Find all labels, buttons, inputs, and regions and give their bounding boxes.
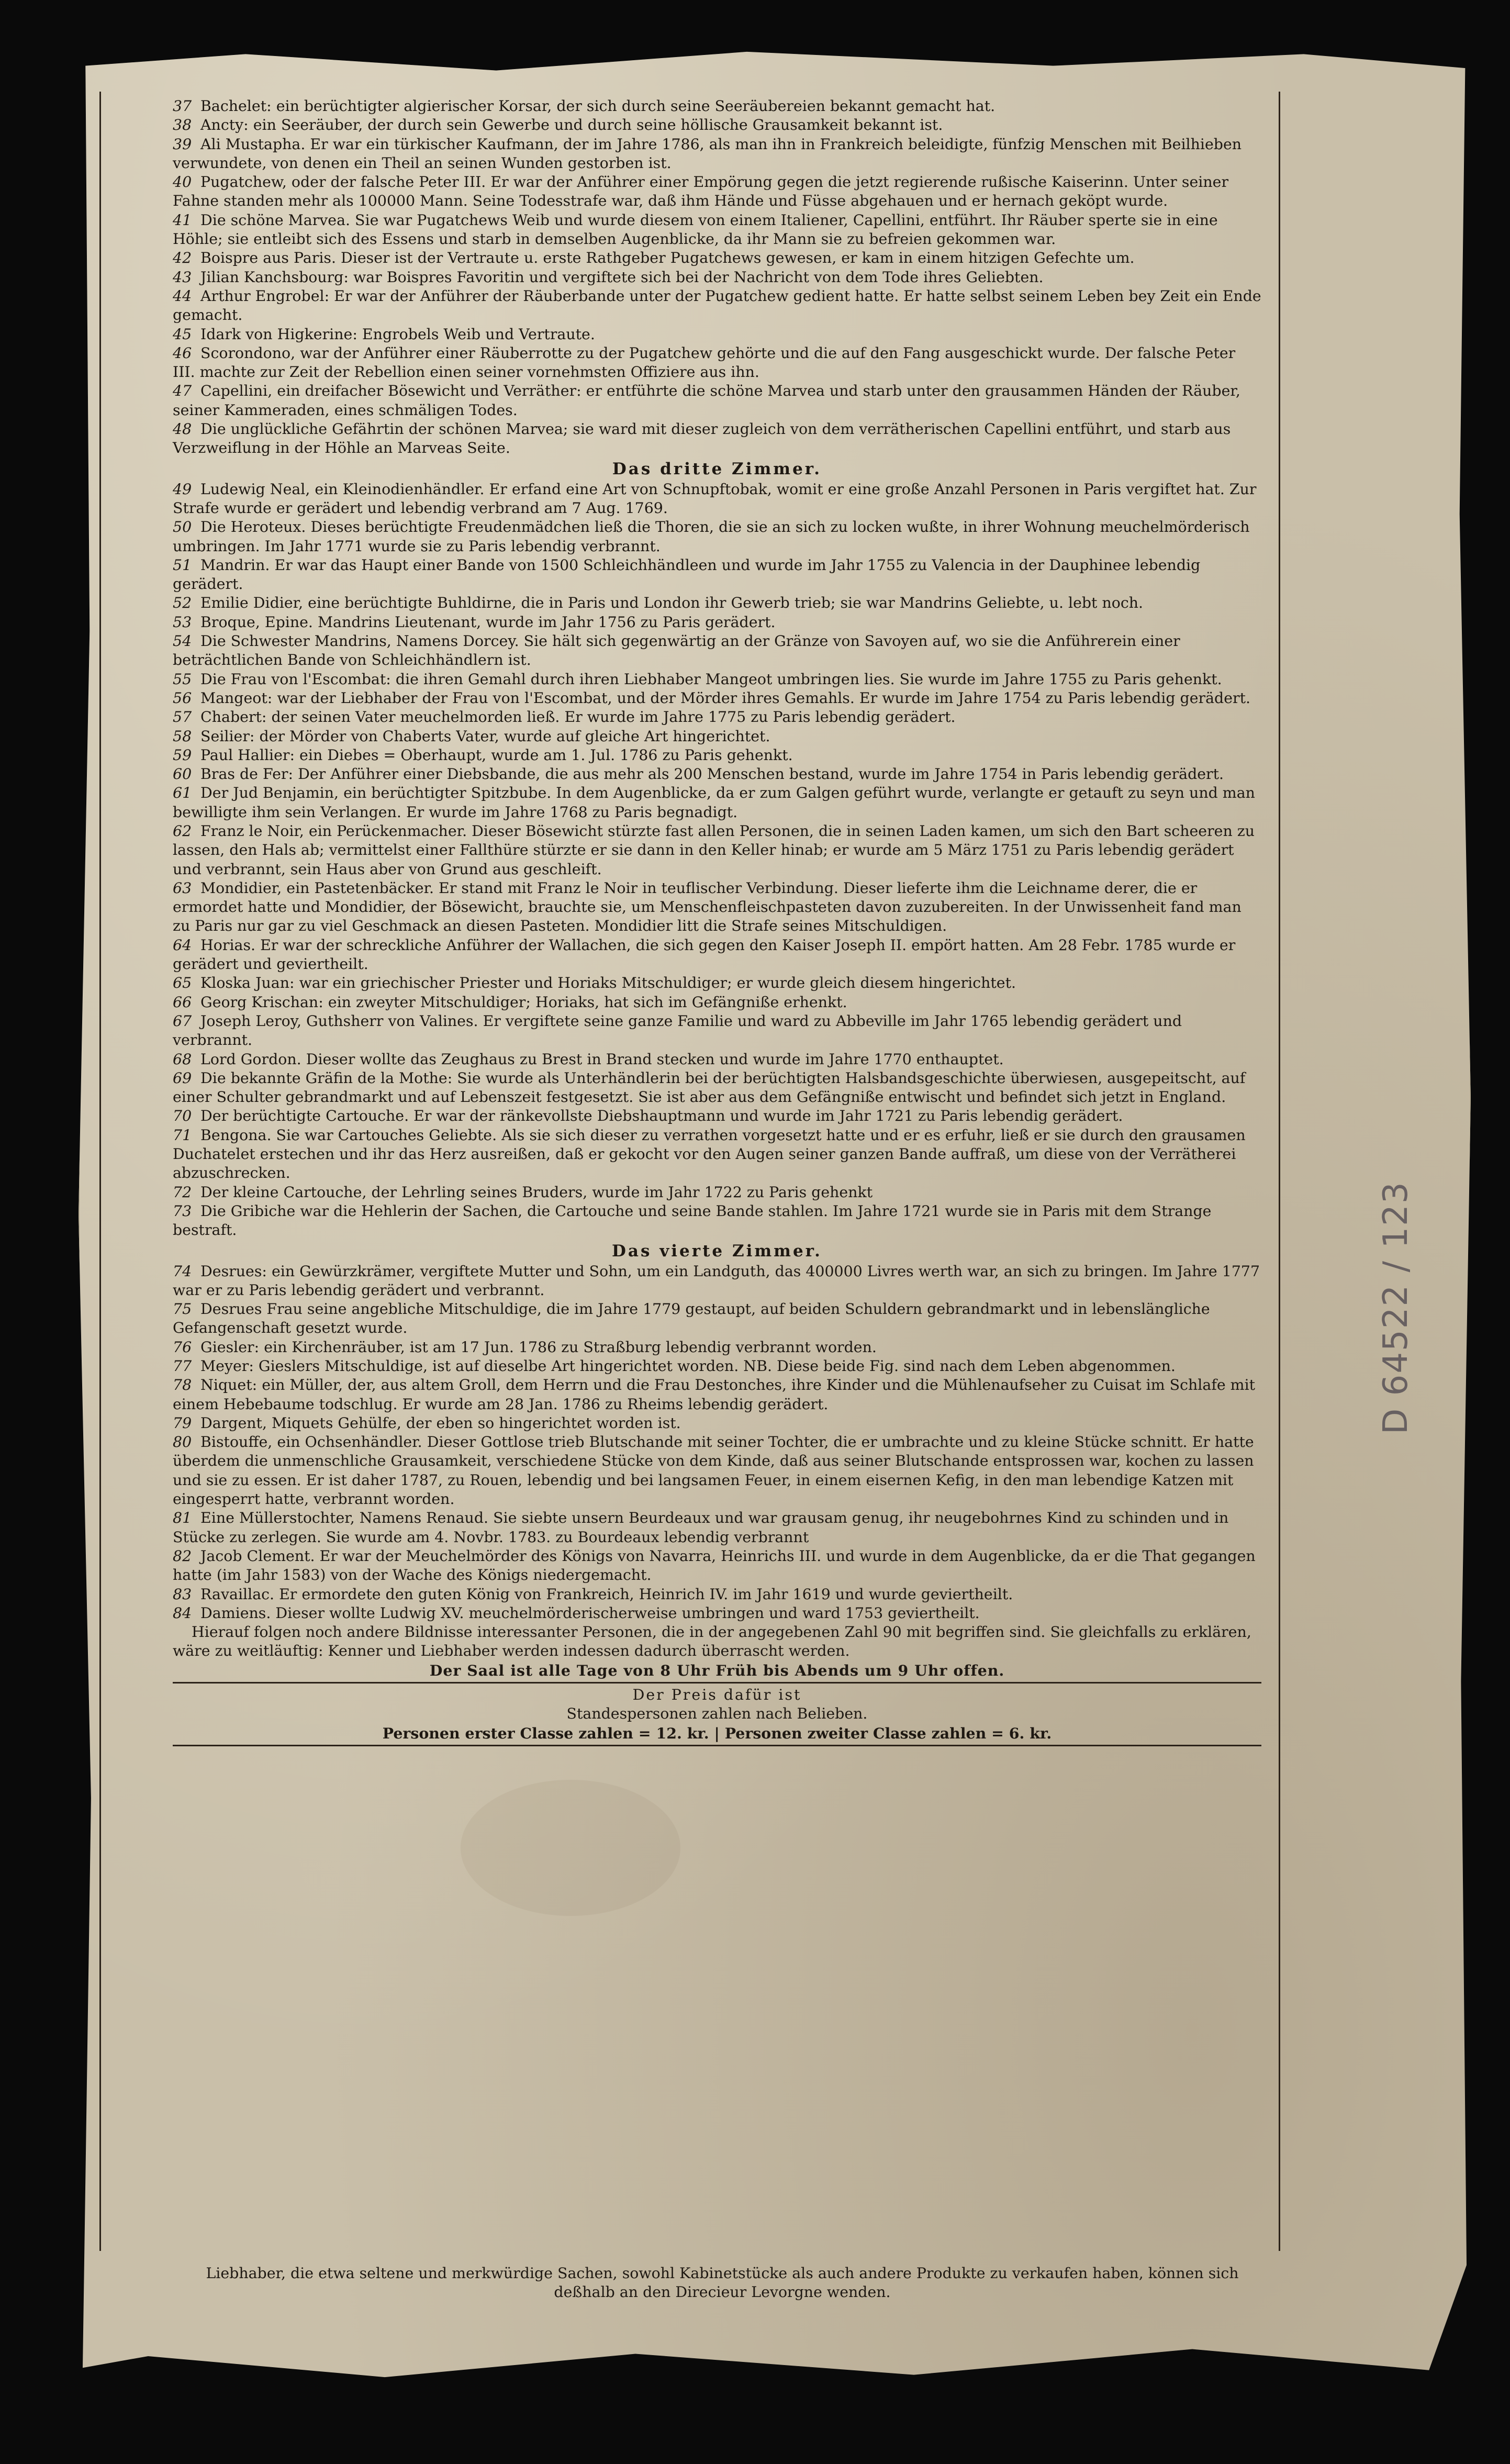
catalog-entry — [173, 784, 1261, 822]
entry-text: Paul Hallier: ein Diebes = Oberhaupt, wurde am 1. Jul. 1786 zu Paris gehenkt. — [200, 746, 793, 764]
opening-hours: Der Saal ist alle Tage von 8 Uhr Früh bis Abends um 9 Uhr offen. — [429, 1661, 1005, 1679]
entry-number: 80 — [173, 1433, 192, 1451]
entry-number: 41 — [173, 211, 192, 229]
entry-text: Bengona. Sie war Cartouches Geliebte. Als sie sich dieser zu verrathen vorgesetzt hatte und er es erfuhr, ließ er sie durch den grausamen Duchatelet erstechen und ihr das Herz ausreißen, daß er gekocht vor den Augen seiner ganzen Bande auffraß, um diese von der Verrätherei abzuschrecken. — [173, 1126, 1246, 1182]
price-classes: Personen erster Classe zahlen = 12. kr. | Personen zweiter Classe zahlen = 6. kr. — [382, 1724, 1052, 1742]
archive-mark: D 64522 / 123 — [1377, 1181, 1415, 1434]
catalog-entry — [173, 249, 1261, 267]
entry-text: Mangeot: war der Liebhaber der Frau von l'Escombat, und der Mörder ihres Gemahls. Er wurde im Jahre 1754 zu Paris lebendig gerädert. — [200, 689, 1251, 707]
catalog-entry — [173, 135, 1261, 173]
entry-text: Arthur Engrobel: Er war der Anführer der Räuberbande unter der Pugatchew gedient hatte. Er hatte selbst seinem Leben bey Zeit ein Ende gemacht. — [173, 287, 1261, 324]
entry-text: Ravaillac. Er ermordete den guten König von Frankreich, Heinrich IV. im Jahr 1619 und wurde geviertheilt. — [200, 1585, 1013, 1603]
entry-text: Scorondono, war der Anführer einer Räuberrotte zu der Pugatchew gehörte und die auf den Fang ausgeschickt wurde. Der falsche Peter III. machte zur Zeit der Rebellion einen seiner vornehmsten Offiziere aus ihn. — [173, 344, 1236, 381]
catalog-entry — [173, 1604, 1261, 1623]
entry-number: 71 — [173, 1126, 192, 1144]
entry-text: Mandrin. Er war das Haupt einer Bande von 1500 Schleichhändleen und wurde im Jahr 1755 zu Valencia in der Dauphinee lebendig gerädert. — [173, 556, 1201, 593]
entry-number: 44 — [173, 287, 192, 305]
catalog-entry — [173, 116, 1261, 135]
entry-text: Dargent, Miquets Gehülfe, der eben so hingerichtet worden ist. — [200, 1414, 681, 1432]
catalog-entry — [173, 1376, 1261, 1414]
entry-number: 48 — [173, 420, 192, 438]
entry-text: Idark von Higkerine: Engrobels Weib und Vertraute. — [200, 325, 595, 343]
entry-number: 53 — [173, 613, 192, 631]
entry-text: Die unglückliche Gefährtin der schönen Marvea; sie ward mit dieser zugleich von dem verrätherischen Capellini entführt, und starb aus Verzweiflung in der Höhle an Marveas Seite. — [173, 420, 1231, 457]
entry-text: Desrues: ein Gewürzkrämer, vergiftete Mutter und Sohn, um ein Landguth, das 400000 Livres werth war, an sich zu bringen. Im Jahre 1777 war er zu Paris lebendig gerädert und verbrannt. — [173, 1262, 1260, 1299]
entries-room-4 — [173, 1262, 1261, 1623]
catalog-entry — [173, 727, 1261, 746]
entry-text: Emilie Didier, eine berüchtigte Buhldirne, die in Paris und London ihr Gewerb trieb; sie war Mandrins Geliebte, u. lebt noch. — [200, 594, 1144, 612]
entry-text: Mondidier, ein Pastetenbäcker. Er stand mit Franz le Noir in teuflischer Verbindung. Dieser lieferte ihm die Leichname derer, die er ermordet hatte und Mondidier, der Bösewicht, brauchte sie, um Menschenfleischpasteten davon zuzubereiten. In der Unwissenheit fand man zu Paris nur gar zu viel Geschmack an diesen Pasteten. Mondidier litt die Strafe seines Mitschuldigen. — [173, 879, 1241, 935]
entry-text: Chabert: der seinen Vater meuchelmorden ließ. Er wurde im Jahre 1775 zu Paris lebendig gerädert. — [200, 708, 956, 726]
entry-text: Franz le Noir, ein Perückenmacher. Dieser Bösewicht stürzte fast allen Personen, die in seinen Laden kamen, um sich den Bart scheeren zu lassen, den Hals ab; vermittelst einer Fallthüre stürzte er sie dann in den Keller hinab; er wurde am 5 März 1751 zu Paris lebendig gerädert und verbrannt, sein Haus aber von Grund aus geschleift. — [173, 822, 1255, 878]
catalog-entry — [173, 1126, 1261, 1183]
catalog-entry — [173, 1338, 1261, 1357]
footer-note: Liebhaber, die etwa seltene und merkwürdige Sachen, sowohl Kabinetstücke als auch andere Produkte zu verkaufen haben, können sich deßhalb an den Direcieur Levorgne wenden. — [206, 2265, 1239, 2301]
entry-text: Georg Krischan: ein zweyter Mitschuldiger; Horiaks, hat sich im Gefängniße erhenkt. — [200, 993, 847, 1011]
catalog-entry — [173, 287, 1261, 325]
catalog-entry — [173, 382, 1261, 420]
catalog-entry — [173, 613, 1261, 632]
entry-number: 67 — [173, 1012, 192, 1030]
entry-text: Capellini, ein dreifacher Bösewicht und Verräther: er entführte die schöne Marvea und starb unter den grausammen Händen der Räuber, seiner Kammeraden, eines schmäligen Todes. — [173, 382, 1240, 419]
entry-number: 54 — [173, 632, 192, 650]
entry-text: Jilian Kanchsbourg: war Boispres Favoritin und vergiftete sich bei der Nachricht von dem Tode ihres Geliebten. — [200, 268, 1044, 286]
entry-number: 59 — [173, 746, 192, 764]
entry-number: 75 — [173, 1300, 192, 1318]
entry-number: 56 — [173, 689, 192, 707]
entry-text: Boispre aus Paris. Dieser ist der Vertraute u. erste Rathgeber Pugatchews gewesen, er kam in einem hitzigen Gefechte um. — [200, 249, 1135, 267]
catalog-entry — [173, 670, 1261, 689]
entry-number: 51 — [173, 556, 192, 574]
entry-number: 73 — [173, 1202, 192, 1220]
entry-text: Die Heroteux. Dieses berüchtigte Freudenmädchen ließ die Thoren, die sie an sich zu locken wußte, in ihrer Wohnung meuchelmörderisch umbringen. Im Jahr 1771 wurde sie zu Paris lebendig verbrannt. — [173, 518, 1250, 555]
catalog-entry — [173, 746, 1261, 765]
entry-number: 82 — [173, 1547, 192, 1565]
entry-number: 49 — [173, 480, 192, 498]
entries-room-2 — [173, 97, 1261, 458]
catalog-entry — [173, 765, 1261, 784]
entry-number: 81 — [173, 1509, 192, 1527]
price-title: Der Preis dafür ist — [632, 1686, 802, 1704]
entry-number: 63 — [173, 879, 192, 897]
entry-text: Die schöne Marvea. Sie war Pugatchews Weib und wurde diesem von einem Italiener, Capellini, entführt. Ihr Räuber sperte sie in eine Höhle; sie entleibt sich des Essens und starb in demselben Augenblicke, da ihr Mann sie zu befreien gekommen war. — [173, 211, 1218, 248]
catalog-entry — [173, 936, 1261, 974]
catalog-entry — [173, 173, 1261, 211]
entry-number: 64 — [173, 936, 192, 954]
catalog-entry — [173, 480, 1261, 518]
catalog-entry — [173, 594, 1261, 612]
entry-number: 57 — [173, 708, 192, 726]
entry-number: 72 — [173, 1183, 192, 1201]
entry-number: 69 — [173, 1069, 192, 1087]
entry-number: 68 — [173, 1050, 192, 1068]
entry-number: 83 — [173, 1585, 192, 1603]
catalog-entry — [173, 1183, 1261, 1202]
entry-number: 42 — [173, 249, 192, 267]
entry-text: Damiens. Dieser wollte Ludwig XV. meuchelmörderischerweise umbringen und ward 1753 geviertheilt. — [200, 1604, 980, 1622]
entry-text: Die bekannte Gräfin de la Mothe: Sie wurde als Unterhändlerin bei der berüchtigten Halsbandsgeschichte überwiesen, ausgepeitscht, auf einer Schulter gebrandmarkt und auf Lebenszeit festgesetzt. Sie ist aber aus dem Gefängniße entwischt und befindet sich jetzt in England. — [173, 1069, 1246, 1106]
entry-number: 60 — [173, 765, 192, 783]
entry-number: 70 — [173, 1107, 192, 1125]
entry-text: Joseph Leroy, Guthsherr von Valines. Er vergiftete seine ganze Familie und ward zu Abbeville im Jahr 1765 lebendig gerädert und verbrannt. — [173, 1012, 1182, 1049]
entry-number: 61 — [173, 784, 192, 802]
entry-number: 55 — [173, 670, 192, 688]
entry-text: Der kleine Cartouche, der Lehrling seines Bruders, wurde im Jahr 1722 zu Paris gehenkt — [200, 1183, 873, 1201]
catalog-entry — [173, 879, 1261, 936]
catalog-entry — [173, 211, 1261, 249]
price-block — [173, 1686, 1261, 1743]
entry-text: Jacob Clement. Er war der Meuchelmörder des Königs von Navarra, Heinrichs III. und wurde in dem Augenblicke, da er die That gegangen hatte (im Jahr 1583) von der Wache des Königs niedergemacht. — [173, 1547, 1256, 1584]
entry-text: Ludewig Neal, ein Kleinodienhändler. Er erfand eine Art von Schnupftobak, womit er eine große Anzahl Personen in Paris vergiftet hat. Zur Strafe wurde er gerädert und lebendig verbrand am 7 Aug. 1769. — [173, 480, 1257, 517]
catalog-entry — [173, 1262, 1261, 1300]
catalog-entry — [173, 974, 1261, 993]
entry-number: 58 — [173, 727, 192, 745]
catalog-entry — [173, 1357, 1261, 1376]
entry-text: Der berüchtigte Cartouche. Er war der ränkevollste Diebshauptmann und wurde im Jahr 1721 zu Paris lebendig gerädert. — [200, 1107, 1123, 1125]
catalog-text — [173, 97, 1261, 1748]
entry-number: 84 — [173, 1604, 192, 1622]
entry-number: 79 — [173, 1414, 192, 1432]
entry-number: 45 — [173, 325, 192, 343]
entry-number: 47 — [173, 382, 192, 400]
catalog-entry — [173, 1012, 1261, 1050]
entry-text: Ali Mustapha. Er war ein türkischer Kaufmann, der im Jahre 1786, als man ihn in Frankreich beleidigte, fünfzig Menschen mit Beilhieben verwundete, von denen ein Theil an seinen Wunden gestorben ist. — [173, 135, 1242, 172]
catalog-entry — [173, 420, 1261, 458]
catalog-entry — [173, 708, 1261, 727]
catalog-entry — [173, 344, 1261, 382]
catalog-entry — [173, 1300, 1261, 1338]
entry-text: Eine Müllerstochter, Namens Renaud. Sie siebte unsern Beurdeaux und war grausam genug, ihr neugebohrnes Kind zu schinden und in Stücke zu zerlegen. Sie wurde am 4. Novbr. 1783. zu Bourdeaux lebendig verbrannt — [173, 1509, 1229, 1546]
entry-number: 43 — [173, 268, 192, 286]
catalog-entry — [173, 632, 1261, 670]
catalog-entry — [173, 1433, 1261, 1509]
catalog-entry — [173, 1050, 1261, 1069]
entry-number: 65 — [173, 974, 192, 992]
entry-text: Die Schwester Mandrins, Namens Dorcey. Sie hält sich gegenwärtig an der Gränze von Savoyen auf, wo sie die Anführerein einer beträchtlichen Bande von Schleichhändlern ist. — [173, 632, 1180, 669]
catalog-entry — [173, 689, 1261, 708]
entry-number: 37 — [173, 97, 192, 115]
price-nobility: Standespersonen zahlen nach Belieben. — [566, 1705, 868, 1723]
catalog-entry — [173, 1414, 1261, 1433]
entry-number: 50 — [173, 518, 192, 536]
entry-text: Kloska Juan: war ein griechischer Priester und Horiaks Mitschuldiger; er wurde gleich diesem hingerichtet. — [200, 974, 1016, 992]
catalog-entry — [173, 97, 1261, 116]
entry-text: Die Gribiche war die Hehlerin der Sachen, die Cartouche und seine Bande stahlen. Im Jahre 1721 wurde sie in Paris mit dem Strange bestraft. — [173, 1202, 1212, 1239]
entry-number: 66 — [173, 993, 192, 1011]
catalog-entry — [173, 1069, 1261, 1107]
closing-paragraph: Hierauf folgen noch andere Bildnisse interessanter Personen, die in der angegebenen Zahl 90 mit begriffen sind. Sie gleichfalls zu erklären, wäre zu weitläuftig: Kenner und Liebhaber werden indessen dadurch überrascht werden. — [173, 1623, 1251, 1660]
entry-number: 38 — [173, 116, 192, 134]
entry-text: Bistouffe, ein Ochsenhändler. Dieser Gottlose trieb Blutschande mit seiner Tochter, die er umbrachte und zu kleine Stücke schnitt. Er hatte überdem die unmenschliche Grausamkeit, verschiedene Stücke von dem Kinde, daß aus seiner Blutschande entsprossen war, kochen zu lassen und sie zu essen. Er ist daher 1787, zu Rouen, lebendig und bei langsamen Feuer, in einem eisernen Kefig, in den man lebendige Katzen mit eingesperrt hatte, verbrannt worden. — [173, 1433, 1254, 1508]
entry-text: Broque, Epine. Mandrins Lieutenant, wurde im Jahr 1756 zu Paris gerädert. — [200, 613, 776, 631]
entry-text: Desrues Frau seine angebliche Mitschuldige, die im Jahre 1779 gestaupt, auf beiden Schuldern gebrandmarkt und in lebenslängliche Gefangenschaft gesetzt wurde. — [173, 1300, 1210, 1337]
entry-number: 77 — [173, 1357, 192, 1375]
catalog-entry — [173, 822, 1261, 879]
entry-number: 46 — [173, 344, 192, 362]
entry-number: 74 — [173, 1262, 192, 1280]
entries-room-3 — [173, 480, 1261, 1240]
entry-text: Der Jud Benjamin, ein berüchtigter Spitzbube. In dem Augenblicke, da er zum Galgen geführt wurde, verlangte er getauft zu seyn und man bewilligte ihm sein Verlangen. Er wurde im Jahre 1768 zu Paris begnadigt. — [173, 784, 1255, 821]
heading-room-4: Das vierte Zimmer. — [612, 1241, 822, 1261]
catalog-entry — [173, 556, 1261, 594]
entry-number: 78 — [173, 1376, 192, 1394]
catalog-entry — [173, 1202, 1261, 1240]
entry-text: Lord Gordon. Dieser wollte das Zeughaus zu Brest in Brand stecken und wurde im Jahre 1770 enthauptet. — [200, 1050, 1004, 1068]
entry-text: Niquet: ein Müller, der, aus altem Groll, dem Herrn und die Frau Destonches, ihre Kinder und die Mühlenaufseher zu Cuisat im Schlafe mit einem Hebebaume todschlug. Er wurde am 28 Jan. 1786 zu Rheims lebendig gerädert. — [173, 1376, 1256, 1413]
catalog-entry — [173, 1547, 1261, 1585]
entry-number: 40 — [173, 173, 192, 191]
entry-text: Meyer: Gieslers Mitschuldige, ist auf dieselbe Art hingerichtet worden. NB. Diese beide Fig. sind nach dem Leben abgenommen. — [200, 1357, 1176, 1375]
catalog-entry — [173, 325, 1261, 344]
entry-number: 76 — [173, 1338, 192, 1356]
entry-text: Pugatchew, oder der falsche Peter III. Er war der Anführer einer Empörung gegen die jetzt regierende rußische Kaiserinn. Unter seiner Fahne standen mehr als 100000 Mann. Seine Todesstrafe war, daß ihm Hände und Füsse abgehauen und er hernach geköpt wurde. — [173, 173, 1229, 210]
entry-text: Bras de Fer: Der Anführer einer Diebsbande, die aus mehr als 200 Menschen bestand, wurde im Jahre 1754 in Paris lebendig gerädert. — [200, 765, 1224, 783]
entry-text: Seilier: der Mörder von Chaberts Vater, wurde auf gleiche Art hingerichtet. — [200, 727, 770, 745]
catalog-entry — [173, 1585, 1261, 1604]
entry-text: Giesler: ein Kirchenräuber, ist am 17 Jun. 1786 zu Straßburg lebendig verbrannt worden. — [200, 1338, 877, 1356]
entry-text: Bachelet: ein berüchtigter algierischer Korsar, der sich durch seine Seeräubereien bekannt gemacht hat. — [200, 97, 996, 115]
entry-number: 62 — [173, 822, 192, 840]
catalog-entry — [173, 1509, 1261, 1547]
entry-number: 52 — [173, 594, 192, 612]
catalog-entry — [173, 993, 1261, 1012]
catalog-entry — [173, 1107, 1261, 1125]
entry-text: Horias. Er war der schreckliche Anführer der Wallachen, die sich gegen den Kaiser Joseph II. empört hatten. Am 28 Febr. 1785 wurde er gerädert und geviertheilt. — [173, 936, 1236, 973]
heading-room-3: Das dritte Zimmer. — [612, 459, 822, 478]
catalog-entry — [173, 268, 1261, 287]
entry-text: Die Frau von l'Escombat: die ihren Gemahl durch ihren Liebhaber Mangeot umbringen lies. Sie wurde im Jahre 1755 zu Paris gehenkt. — [200, 670, 1222, 688]
divider — [173, 1745, 1261, 1746]
entry-text: Ancty: ein Seeräuber, der durch sein Gewerbe und durch seine höllische Grausamkeit bekannt ist. — [200, 116, 943, 134]
entry-number: 39 — [173, 135, 192, 153]
catalog-entry — [173, 518, 1261, 556]
divider — [173, 1682, 1261, 1683]
